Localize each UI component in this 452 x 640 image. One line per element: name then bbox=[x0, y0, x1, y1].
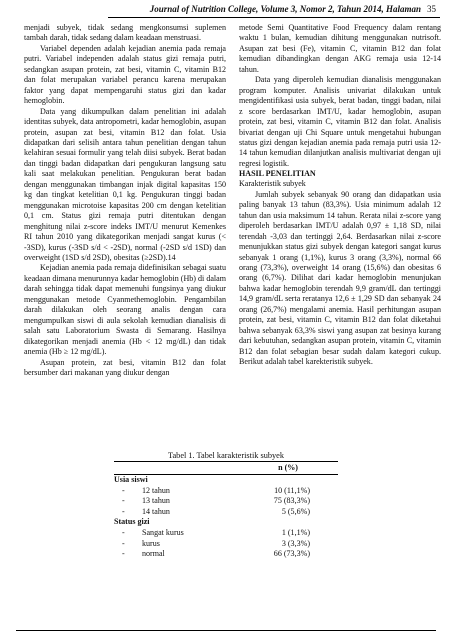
table-row bbox=[114, 549, 338, 560]
table-row-label: 13 tahun bbox=[142, 496, 170, 506]
paragraph: Data yang diperoleh kemudian dianalisis menggunakan program komputer. Analisis univariat dilakukan untuk mengidentifikasi usia subyek, berat badan, tinggi badan, nilai z score berdasarkan IMT/U, kadar hemoglobin, asupan protein, zat besi, vitamin C, vitamin B12 dan folat. Analisis bivariat dengan uji Chi Square untuk mengetahui hubungan status gizi dengan kejadian anemia pada remaja putri usia 12-14 tahun kemudian dilanjutkan analisis multivariat dengan uji regresi logistik. bbox=[239, 75, 441, 168]
page-bottom-rule bbox=[16, 630, 436, 631]
table-row bbox=[114, 507, 338, 518]
paragraph: Jumlah subyek sebanyak 90 orang dan didapatkan usia paling banyak 13 tahun (83,3%). Usia minimum adalah 12 tahun dan usia maksimum 14 tahun. Rerata nilai z-score yang diperoleh berdasarkan IMT/U adalah 0,97 ± 1,18 SD, nilai terendah -3,03 dan tertinggi 2,64. Berdasarkan nilai z-score menunjukkan status gizi subyek dengan kategori sangat kurus sebanyak 1 orang (1,1%), kurus 3 orang (3,3%), normal 66 orang (73,3%), overweight 14 orang (15,6%) dan obesitas 6 orang (6,7%). Dilihat dari kadar hemoglobin menunjukan bahwa kadar hemoglobin terendah 9,9 gram/dL dan tertinggi 14,9 gram/dL serta reratanya 12,6 ± 1,29 SD dan sebanyak 24 orang (26,7%) mengalami anemia. Hasil perhitungan asupan protein, zat besi, vitamin C, vitamin B12 dan folat diketahui bahwa sebanyak 63,3% siswi yang asupan zat besinya kurang dari kebutuhan, sedangkan asupan protein, vitamin C, vitamin B12 dan folat sebagian besar sudah dalam kategori cukup. Berikut adalah tabel karekteristik subyek. bbox=[239, 189, 441, 367]
table-row bbox=[114, 486, 338, 497]
table-row-value: 66 (73,3%) bbox=[273, 549, 310, 559]
table-row-label: Sangat kurus bbox=[142, 527, 184, 537]
table-group-label: Usia siswi bbox=[114, 475, 148, 484]
left-column bbox=[24, 23, 226, 378]
section-heading: HASIL PENELITIAN bbox=[239, 169, 316, 179]
page-number: 35 bbox=[427, 4, 436, 14]
table-row-value: 1 (1,1%) bbox=[281, 527, 310, 537]
table-caption: Tabel 1. Tabel karakteristik subyek bbox=[168, 451, 284, 460]
header-rule bbox=[108, 17, 440, 18]
table-row-value: 5 (5,6%) bbox=[281, 506, 310, 516]
characteristics-table bbox=[114, 461, 338, 560]
table-row bbox=[114, 496, 338, 507]
journal-header bbox=[100, 4, 436, 14]
right-column bbox=[239, 23, 441, 368]
table-body bbox=[114, 475, 338, 560]
table-header-row bbox=[114, 462, 338, 474]
table-group-label: Status gizi bbox=[114, 517, 150, 527]
table-header-value: n (%) bbox=[278, 463, 298, 472]
paragraph: Asupan protein, zat besi, vitamin B12 dan folat bersumber dari makanan yang diukur dengan bbox=[24, 357, 226, 377]
paragraph: menjadi subyek, tidak sedang mengkonsumsi suplemen tambah darah, tidak sedang dalam keadaan menstruasi. bbox=[24, 23, 226, 43]
table-row-value: 75 (83,3%) bbox=[273, 496, 310, 506]
table-row-value: 3 (3,3%) bbox=[281, 538, 310, 548]
table-row-dash: - bbox=[122, 485, 125, 495]
table-row-dash: - bbox=[122, 549, 125, 559]
table-row-dash: - bbox=[122, 506, 125, 516]
paragraph: Variabel dependen adalah kejadian anemia pada remaja putri. Variabel independen adalah status gizi remaja putri, sedangkan asupan protein, zat besi, vitamin C, vitamin B12 dan folat merupakan variabel perancu karena merupakan faktor yang dapat mempengaruhi status gizi dan kadar hemoglobin. bbox=[24, 43, 226, 106]
table-group-row bbox=[114, 475, 338, 486]
table-group-row bbox=[114, 517, 338, 528]
paragraph: Kejadian anemia pada remaja didefinisikan sebagai suatu keadaan dimana menurunnya kadar hemoglobin (Hb) di dalam darah sehingga tidak dapat memenuhi fungsinya yang diukur menggunakan metode Cyanmethemoglobin. Pengambilan darah dilakukan oleh seorang analis dengan cara mengumpulkan siswi di aula sekolah kemudian dianalisis di salah satu Laboratorium Swasta di Semarang. Hasilnya dikategorikan menjadi anemia (Hb < 12 mg/dL) dan tidak anemia (Hb ≥ 12 mg/dL). bbox=[24, 263, 226, 357]
subsection-heading: Karakteristik subyek bbox=[239, 179, 306, 189]
paragraph: Data yang dikumpulkan dalam penelitian ini adalah identitas subyek, data antropometri, kadar hemoglobin, asupan protein, asupan zat besi, vitamin B12 dan folat. Usia didapatkan dari selisih antara tahun penelitian dengan tahun kelahiran sesuai formulir yang telah diisi subyek. Berat badan dan tinggi badan didapatkan dari pengukuran langsung satu kali saat melakukan penelitian. Pengukuran berat badan dengan menggunakan timbangan injak digital kapasitas 150 kg dan tingkat ketelitian 0,1 kg. Pengukuran tinggi badan menggunakan microtoise kapasitas 200 cm dengan ketelitian 0,1 cm. Status gizi remaja putri ditentukan dengan menghitung nilai z-score indeks IMT/U menurut Kemenkes RI tahun 2010 yang dikategorikan menjadi sangat kurus (< -3SD), kurus (-3SD s/d < -2SD), normal (-2SD s/d 1SD) dan overweight (1SD s/d 2SD), obesitas (≥2SD).14 bbox=[24, 106, 226, 262]
table-row-dash: - bbox=[122, 527, 125, 537]
table-row-dash: - bbox=[122, 496, 125, 506]
table-row-dash: - bbox=[122, 538, 125, 548]
table-row bbox=[114, 539, 338, 550]
table-row-label: 14 tahun bbox=[142, 506, 170, 516]
table-row-value: 10 (11,1%) bbox=[274, 485, 310, 495]
table-row-label: normal bbox=[142, 549, 165, 559]
table-row-label: kurus bbox=[142, 538, 160, 548]
table-row bbox=[114, 528, 338, 539]
journal-title: Journal of Nutrition College, Volume 3, Nomor 2, Tahun 2014, Halaman bbox=[149, 4, 421, 14]
paragraph: metode Semi Quantitative Food Frequency dalam rentang waktu 1 bulan, kemudian dihitung menggunakan nutrisoft. Asupan zat besi (Fe), vitamin C, vitamin B12 dan folat kemudian dibandingkan dengan AKG remaja usia 12-14 tahun. bbox=[239, 23, 441, 74]
table-row-label: 12 tahun bbox=[142, 485, 170, 495]
